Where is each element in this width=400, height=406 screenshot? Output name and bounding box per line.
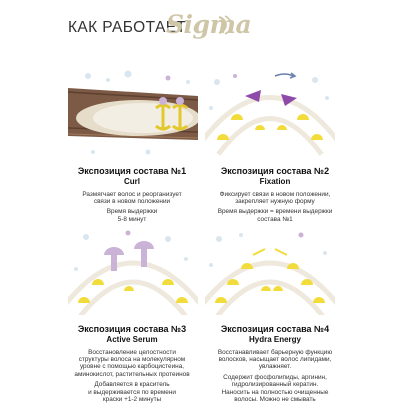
panel-hydra-energy-image	[205, 225, 335, 315]
step-3-title: Экспозиция состава №3	[77, 324, 187, 334]
step-2-subtitle: Fixation	[259, 176, 291, 186]
step-2-title: Экспозиция состава №2	[220, 166, 330, 176]
header	[0, 0, 400, 48]
step-3-subtitle: Active Serum	[106, 334, 158, 344]
brand-logo: Sigma	[166, 10, 252, 39]
step-4-title: Экспозиция состава №4	[220, 324, 330, 334]
step-2-caption	[190, 166, 360, 226]
brand-swoosh-icon	[216, 14, 236, 36]
step-4-description: Восстанавливает барьерную функцию волосков, насыщает волос липидами, увлажняет. Содержит фосфолипиды, аргинин, гидролизированный кератин. Наносить на полностью очищенные волосы. Можно не смывать	[217, 348, 333, 403]
header-title: КАК РАБОТАЕТ	[68, 19, 187, 36]
step-4-subtitle: Hydra Energy	[248, 334, 302, 344]
step-2-description: Фиксирует связи в новом положении, закрепляет нужную форму Время выдержки = времени выдержки состава №1	[217, 190, 333, 223]
panel-active-serum-image	[68, 225, 198, 315]
step-1-description: Размягчает волос и реорганизует связи в новом положении Время выдержки 5-8 минут	[82, 190, 182, 223]
panel-fixation-image	[205, 68, 335, 158]
step-1-subtitle: Curl	[124, 176, 140, 186]
step-3-description: Восстановление целостности структуры волоса на молекулярном уровне с помощью карбоцистеина, аминокислот, растительных протеинов Добавляется в краситель и выдерживается по времени краски +1-2 минуты	[74, 348, 190, 403]
step-1-title: Экспозиция состава №1	[77, 166, 187, 176]
step-4-caption	[190, 324, 360, 406]
panel-curl-image	[68, 68, 198, 158]
